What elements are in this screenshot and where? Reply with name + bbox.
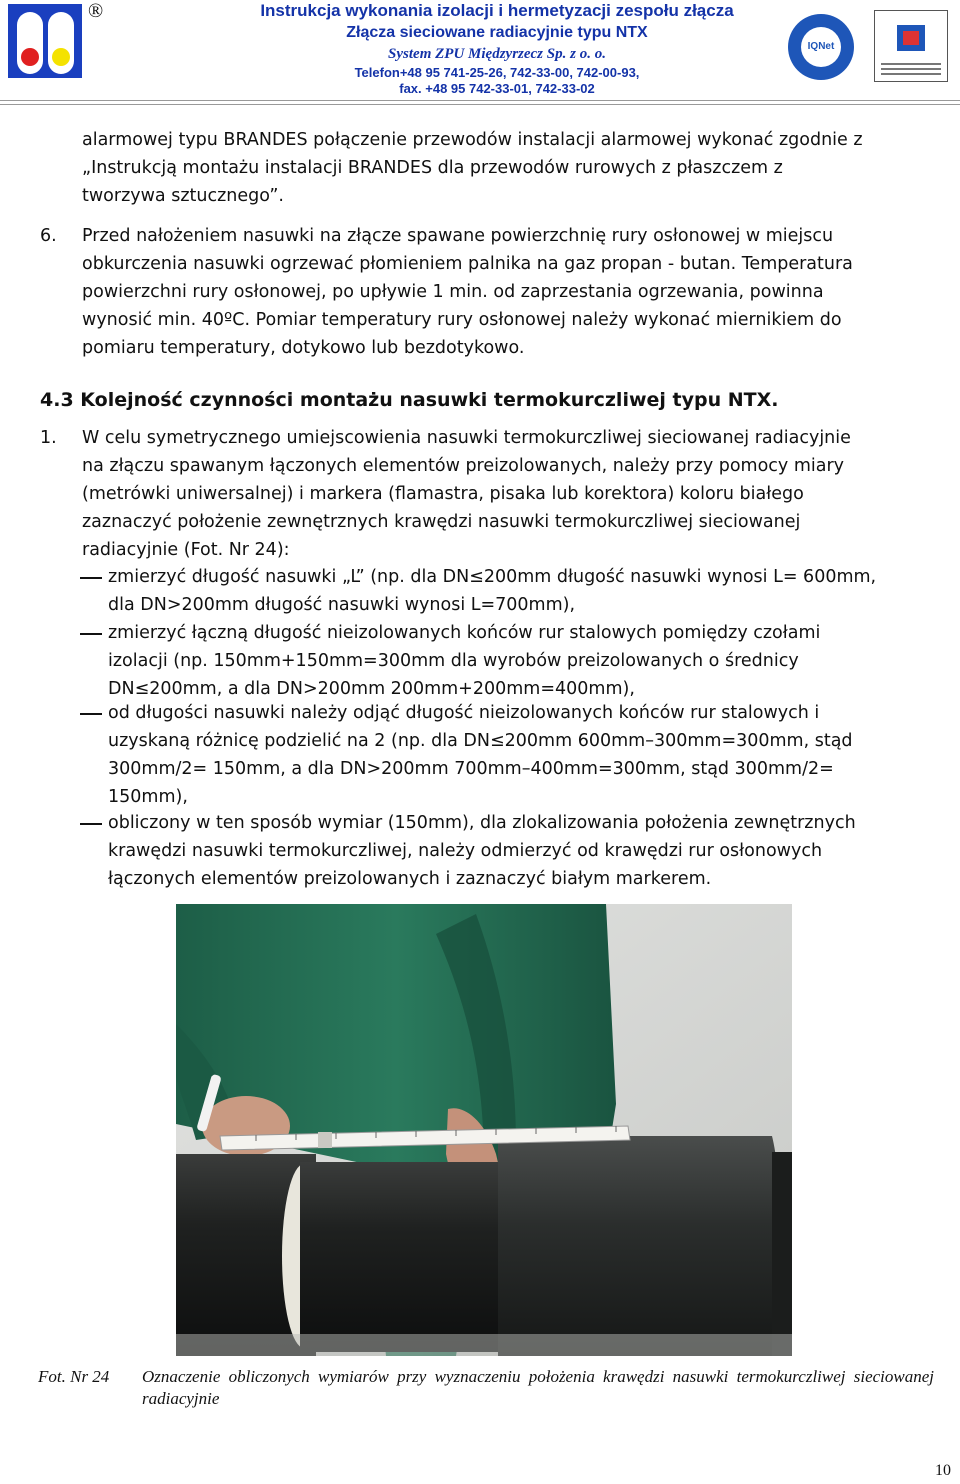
heat-shrink-sleeve bbox=[498, 1136, 781, 1356]
registered-mark: ® bbox=[88, 0, 104, 22]
section-heading: 4.3 Kolejność czynności montażu nasuwki termokurczliwej typu NTX. bbox=[40, 389, 779, 411]
intro-line-3: tworzywa sztucznego”. bbox=[82, 186, 284, 206]
caption-number: Fot. Nr 24 bbox=[38, 1367, 110, 1386]
bullet-3-line: uzyskaną różnicę podzielić na 2 (np. dla DN≤200mm 600mm–300mm=300mm, stąd bbox=[108, 731, 853, 751]
logo-left-slot bbox=[17, 12, 43, 74]
item-6-line: powierzchni rury osłonowej, po upływie 1 min. od zaprzestania ogrzewania, powinna bbox=[82, 282, 824, 302]
bullet-4-line: obliczony w ten sposób wymiar (150mm), dla zlokalizowania położenia zewnętrznych bbox=[108, 813, 856, 833]
bullet-dash bbox=[80, 577, 102, 579]
caption-text: Oznaczenie obliczonych wymiarów przy wyznaczeniu położenia krawędzi nasuwki termokurczliwej sieciowanej radiacyjnie bbox=[142, 1367, 934, 1408]
photo-illustration bbox=[176, 904, 792, 1356]
pcbc-emblem-inner bbox=[903, 31, 919, 45]
pcbc-certificate-logo bbox=[874, 10, 948, 82]
company-logo bbox=[8, 4, 82, 78]
item-1-number: 1. bbox=[40, 428, 57, 448]
header-company: System ZPU Międzyrzecz Sp. z o. o. bbox=[388, 46, 606, 62]
bullet-1-line: dla DN>200mm długość nasuwki wynosi L=700mm), bbox=[108, 595, 576, 615]
photo-pipe-measurement bbox=[176, 904, 792, 1356]
pipe-right bbox=[772, 1152, 792, 1356]
intro-line-2: „Instrukcją montażu instalacji BRANDES dla przewodów rurowych z płaszczem z bbox=[82, 158, 783, 178]
bullet-dash bbox=[80, 713, 102, 715]
header-text-block bbox=[232, 0, 762, 97]
bullet-1-line: zmierzyć długość nasuwki „L” (np. dla DN≤200mm długość nasuwki wynosi L= 600mm, bbox=[108, 567, 877, 587]
floor bbox=[176, 1334, 792, 1356]
logo-yellow-dot bbox=[52, 48, 70, 66]
bullet-3-line: 300mm/2= 150mm, a dla DN>200mm 700mm–400mm=300mm, stąd 300mm/2= bbox=[108, 759, 834, 779]
item-6-line: pomiaru temperatury, dotykowo lub bezdotykowo. bbox=[82, 338, 525, 358]
item-1-line: zaznaczyć położenie zewnętrznych krawędzi nasuwki termokurczliwej sieciowanej bbox=[82, 512, 801, 532]
item-6-number: 6. bbox=[40, 226, 57, 246]
ruler-joint bbox=[318, 1132, 332, 1148]
pipe-middle bbox=[300, 1162, 500, 1352]
item-6-line: wynosić min. 40ºC. Pomiar temperatury rury osłonowej należy wykonać miernikiem do bbox=[82, 310, 842, 330]
page-header bbox=[0, 0, 960, 100]
item-6-line: Przed nałożeniem nasuwki na złącze spawane powierzchnię rury osłonowej w miejscu bbox=[82, 226, 834, 246]
bullet-2-line: zmierzyć łączną długość nieizolowanych końców rur stalowych pomiędzy czołami bbox=[108, 623, 821, 643]
iqnet-label: IQNet bbox=[801, 27, 841, 67]
header-fax: fax. +48 95 742-33-01, 742-33-02 bbox=[399, 81, 595, 96]
bullet-dash bbox=[80, 823, 102, 825]
iqnet-certificate-logo bbox=[788, 14, 854, 80]
item-6-line: obkurczenia nasuwki ogrzewać płomieniem palnika na gaz propan - butan. Temperatura bbox=[82, 254, 853, 274]
bullet-4-line: krawędzi nasuwki termokurczliwej, należy odmierzyć od krawędzi rur osłonowych bbox=[108, 841, 823, 861]
header-title-1: Instrukcja wykonania izolacji i hermetyzacji zespołu złącza bbox=[260, 1, 734, 20]
header-phone: Telefon+48 95 741-25-26, 742-33-00, 742-00-93, bbox=[354, 65, 640, 80]
bullet-2-line: DN≤200mm, a dla DN>200mm 200mm+200mm=400mm), bbox=[108, 679, 635, 699]
bullet-dash bbox=[80, 633, 102, 635]
logo-right-slot bbox=[48, 12, 74, 74]
page-number: 10 bbox=[935, 1462, 951, 1479]
item-1-line: na złączu spawanym łączonych elementów preizolowanych, należy przy pomocy miary bbox=[82, 456, 845, 476]
pcbc-fine-print bbox=[881, 63, 941, 65]
item-1-line: (metrówki uniwersalnej) i markera (flamastra, pisaka lub korektora) koloru białego bbox=[82, 484, 804, 504]
item-1-line: W celu symetrycznego umiejscowienia nasuwki termokurczliwej sieciowanej radiacyjnie bbox=[82, 428, 851, 448]
item-1-line: radiacyjnie (Fot. Nr 24): bbox=[82, 540, 290, 560]
bullet-3-line: 150mm), bbox=[108, 787, 188, 807]
logo-red-dot bbox=[21, 48, 39, 66]
bullet-2-line: izolacji (np. 150mm+150mm=300mm dla wyrobów preizolowanych o średnicy bbox=[108, 651, 799, 671]
header-divider bbox=[0, 100, 960, 105]
bullet-4-line: łączonych elementów preizolowanych i zaznaczyć białym markerem. bbox=[108, 869, 712, 889]
header-title-2: Złącza sieciowane radiacyjnie typu NTX bbox=[346, 24, 648, 41]
bullet-3-line: od długości nasuwki należy odjąć długość nieizolowanych końców rur stalowych i bbox=[108, 703, 820, 723]
intro-line-1: alarmowej typu BRANDES połączenie przewodów instalacji alarmowej wykonać zgodnie z bbox=[82, 130, 863, 150]
